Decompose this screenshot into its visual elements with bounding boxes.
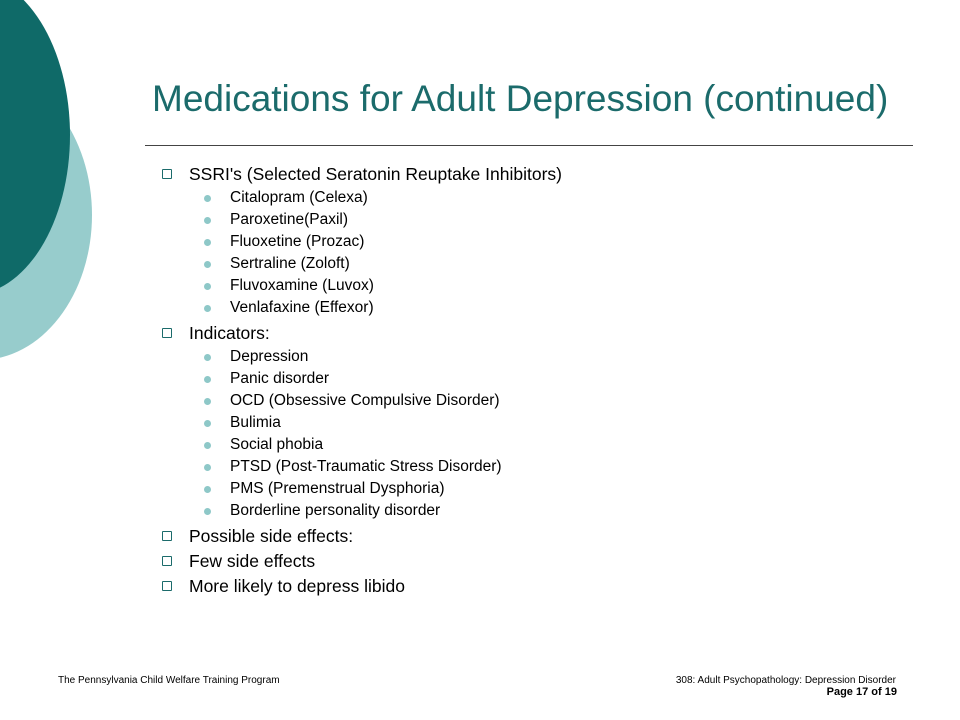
decorative-circles [0, 0, 120, 380]
square-bullet-icon [162, 531, 172, 541]
list-item-text: Fluvoxamine (Luvox) [230, 277, 374, 294]
round-bullet-icon [204, 195, 211, 202]
list-item-text: Sertraline (Zoloft) [230, 255, 350, 272]
round-bullet-icon [204, 283, 211, 290]
list-item [162, 346, 922, 368]
list-item-text: Citalopram (Celexa) [230, 189, 368, 206]
footer-course-title: 308: Adult Psychopathology: Depression Disorder [675, 675, 896, 686]
list-item-text: OCD (Obsessive Compulsive Disorder) [230, 392, 500, 409]
section-heading-text: SSRI's (Selected Seratonin Reuptake Inhibitors) [189, 164, 562, 184]
page-total: 19 [884, 686, 897, 698]
list-item-text: PTSD (Post-Traumatic Stress Disorder) [230, 458, 502, 475]
list-item [162, 209, 922, 231]
list-item [162, 187, 922, 209]
round-bullet-icon [204, 239, 211, 246]
list-item [162, 368, 922, 390]
section-heading [162, 322, 922, 344]
round-bullet-icon [204, 464, 211, 471]
page-number [827, 686, 897, 698]
round-bullet-icon [204, 261, 211, 268]
round-bullet-icon [204, 305, 211, 312]
square-bullet-icon [162, 328, 172, 338]
square-bullet-icon [162, 556, 172, 566]
footer-organization: The Pennsylvania Child Welfare Training Program [58, 675, 280, 686]
round-bullet-icon [204, 442, 211, 449]
round-bullet-icon [204, 486, 211, 493]
section-heading-text: Indicators: [189, 323, 270, 343]
list-item [162, 231, 922, 253]
list-item-text: Depression [230, 348, 309, 365]
list-item-text: Panic disorder [230, 370, 330, 387]
list-item [162, 253, 922, 275]
list-item-text: Venlafaxine (Effexor) [230, 299, 374, 316]
section-heading-text: More likely to depress libido [189, 576, 405, 596]
list-item [162, 434, 922, 456]
square-bullet-icon [162, 581, 172, 591]
list-item [162, 297, 922, 319]
section-heading-text: Possible side effects: [189, 526, 354, 546]
page-of: of [871, 686, 882, 698]
slide-title: Medications for Adult Depression (continued) [152, 78, 889, 119]
bullet-list [162, 160, 922, 599]
list-item [162, 500, 922, 522]
list-item-text: Fluoxetine (Prozac) [230, 233, 365, 250]
section-heading [162, 550, 922, 572]
title-divider [145, 145, 913, 146]
page-current: 17 [855, 686, 869, 698]
section-heading [162, 525, 922, 547]
section-heading-text: Few side effects [189, 551, 316, 571]
round-bullet-icon [204, 398, 211, 405]
list-item-text: Borderline personality disorder [230, 502, 441, 519]
list-item [162, 390, 922, 412]
round-bullet-icon [204, 217, 211, 224]
round-bullet-icon [204, 354, 211, 361]
list-item-text: Paroxetine(Paxil) [230, 211, 349, 228]
page-label: Page [826, 686, 853, 698]
list-item-text: PMS (Premenstrual Dysphoria) [230, 480, 445, 497]
list-item-text: Social phobia [230, 436, 324, 453]
square-bullet-icon [162, 169, 172, 179]
list-item [162, 275, 922, 297]
list-item [162, 412, 922, 434]
section-heading [162, 163, 922, 185]
section-heading [162, 575, 922, 597]
list-item [162, 478, 922, 500]
list-item [162, 456, 922, 478]
round-bullet-icon [204, 420, 211, 427]
round-bullet-icon [204, 508, 211, 515]
round-bullet-icon [204, 376, 211, 383]
list-item-text: Bulimia [230, 414, 281, 431]
